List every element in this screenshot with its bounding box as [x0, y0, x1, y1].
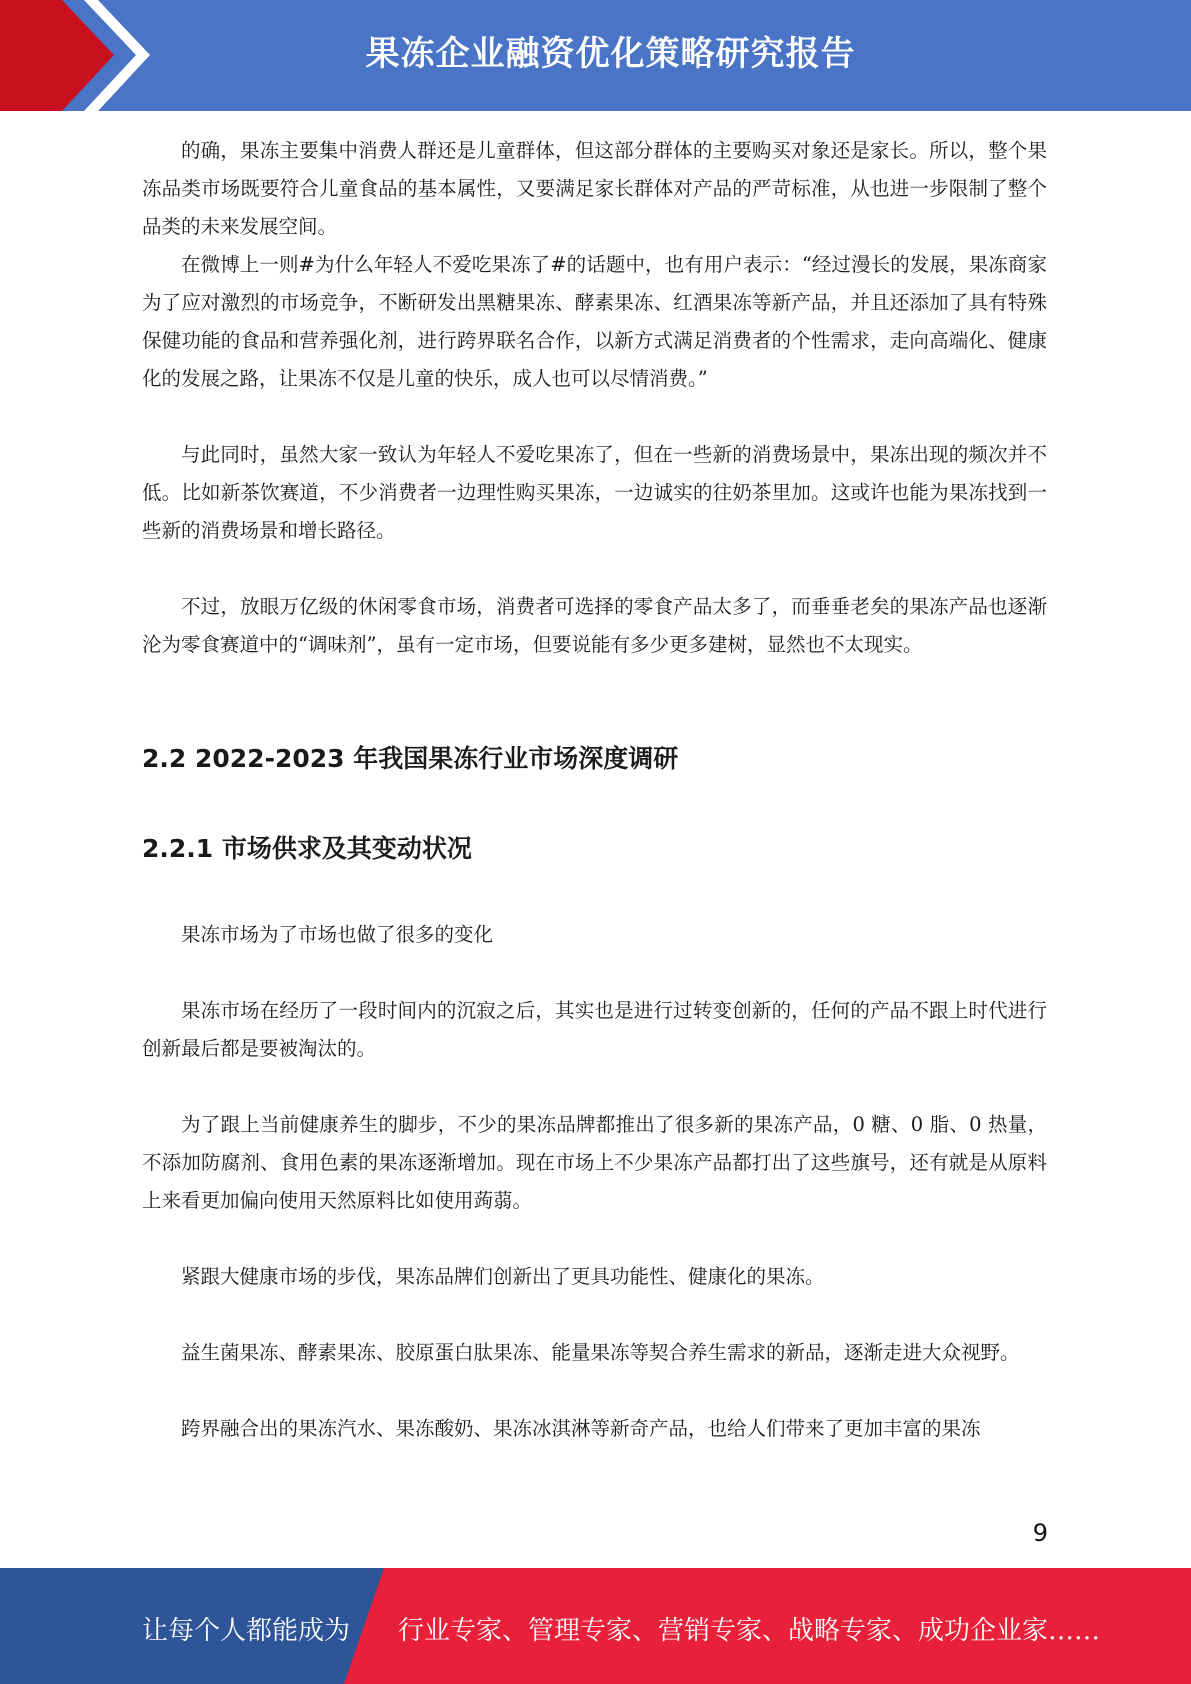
paragraph: 益生菌果冻、酵素果冻、胶原蛋白肽果冻、能量果冻等契合养生需求的新品，逐渐走进大众视野。 [181, 1341, 1020, 1364]
document-body [142, 132, 1047, 1448]
paragraph: 果冻市场在经历了一段时间内的沉寂之后，其实也是进行过转变创新的，任何的产品不跟上时代进行创新最后都是要被淘汰的。 [142, 999, 1047, 1060]
page-number: 9 [1032, 1519, 1048, 1547]
paragraph: 为了跟上当前健康养生的脚步，不少的果冻品牌都推出了很多新的果冻产品，0 糖、0 脂、0 热量，不添加防腐剂、食用色素的果冻逐渐增加。现在市场上不少果冻产品都打出了这些旗号，还有就是从原料上来看更加偏向使用天然原料比如使用蒟蒻。 [142, 1113, 1047, 1212]
footer-slogan-right: 行业专家、管理专家、营销专家、战略专家、成功企业家…… [398, 1616, 1101, 1646]
page-header [0, 0, 1191, 111]
paragraph: 不过，放眼万亿级的休闲零食市场，消费者可选择的零食产品太多了，而垂垂老矣的果冻产品也逐渐沦为零食赛道中的“调味剂”，虽有一定市场，但要说能有多少更多建树，显然也不太现实。 [142, 595, 1047, 656]
footer-slogan-left: 让每个人都能成为 [142, 1616, 351, 1646]
paragraph: 果冻市场为了市场也做了很多的变化 [181, 923, 494, 946]
report-title: 果冻企业融资优化策略研究报告 [365, 34, 856, 74]
section-heading: 2.2 2022-2023 年我国果冻行业市场深度调研 [142, 744, 679, 773]
paragraph: 在微博上一则#为什么年轻人不爱吃果冻了#的话题中，也有用户表示：“经过漫长的发展，果冻商家为了应对激烈的市场竞争，不断研发出黑糖果冻、酵素果冻、红酒果冻等新产品，并且还添加了具有特殊保健功能的食品和营养强化剂，进行跨界联名合作，以新方式满足消费者的个性需求，走向高端化、健康化的发展之路，让果冻不仅是儿童的快乐，成人也可以尽情消费。” [142, 253, 1047, 390]
paragraph: 的确，果冻主要集中消费人群还是儿童群体，但这部分群体的主要购买对象还是家长。所以，整个果冻品类市场既要符合儿童食品的基本属性，又要满足家长群体对产品的严苛标准，从也进一步限制了整个品类的未来发展空间。 [142, 139, 1047, 238]
paragraph: 与此同时，虽然大家一致认为年轻人不爱吃果冻了，但在一些新的消费场景中，果冻出现的频次并不低。比如新茶饮赛道，不少消费者一边理性购买果冻，一边诚实的往奶茶里加。这或许也能为果冻找到一些新的消费场景和增长路径。 [142, 443, 1047, 542]
paragraph: 紧跟大健康市场的步伐，果冻品牌们创新出了更具功能性、健康化的果冻。 [181, 1265, 825, 1288]
subsection-heading: 2.2.1 市场供求及其变动状况 [142, 834, 472, 863]
paragraph: 跨界融合出的果冻汽水、果冻酸奶、果冻冰淇淋等新奇产品，也给人们带来了更加丰富的果冻 [181, 1417, 981, 1440]
page-footer [0, 1568, 1191, 1684]
